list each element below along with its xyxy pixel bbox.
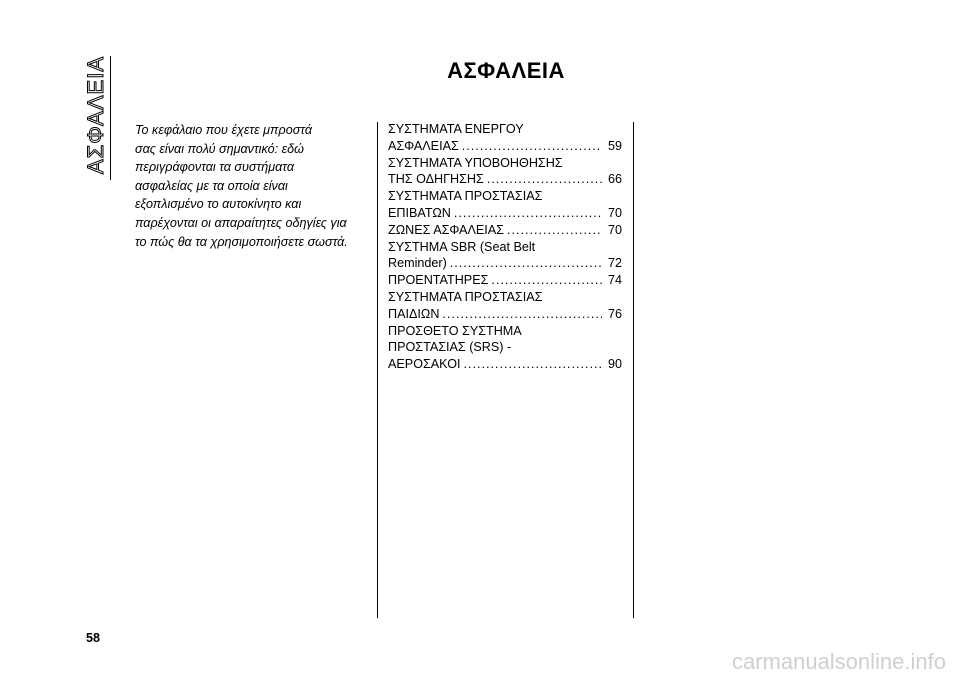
column-divider-left bbox=[377, 122, 378, 618]
toc-entry[interactable] bbox=[388, 289, 622, 323]
toc-page-number: 74 bbox=[607, 273, 622, 288]
page-number: 58 bbox=[86, 631, 101, 645]
toc-page-number: 90 bbox=[607, 357, 622, 372]
toc-page-number: 72 bbox=[607, 256, 622, 271]
column-divider-right bbox=[633, 122, 634, 618]
intro-line: Το κεφάλαιο που έχετε μπροστά bbox=[135, 123, 313, 137]
toc-dot-leader bbox=[464, 356, 602, 373]
toc-entry-final-line bbox=[388, 205, 622, 222]
toc-dot-leader bbox=[487, 171, 602, 188]
toc-entry-title-line: ΣΥΣΤΗΜΑΤΑ ΠΡΟΣΤΑΣΙΑΣ bbox=[388, 189, 543, 204]
page-title: ΑΣΦΑΛΕΙΑ bbox=[447, 58, 565, 83]
side-chapter-title-text: ΑΣΦΑΛΕΙΑ bbox=[83, 55, 108, 175]
intro-line: παρέχονται οι απαραίτητες οδηγίες για bbox=[135, 215, 347, 230]
toc-entry[interactable] bbox=[388, 222, 622, 239]
toc-entry-final-line bbox=[388, 272, 622, 289]
toc-page-number: 76 bbox=[607, 306, 622, 321]
toc-page-number: 59 bbox=[607, 138, 622, 153]
intro-line: περιγράφονται τα συστήματα bbox=[135, 160, 295, 175]
toc-entry[interactable] bbox=[388, 121, 622, 155]
toc-entry-title-line: ΠΡΟΣΘΕΤΟ ΣΥΣΤΗΜΑ bbox=[388, 323, 522, 338]
toc-entry-final-line bbox=[388, 222, 622, 239]
table-of-contents bbox=[388, 121, 622, 373]
toc-entry[interactable] bbox=[388, 272, 622, 289]
intro-paragraph bbox=[135, 121, 367, 251]
intro-line: σας είναι πολύ σημαντικό: εδώ bbox=[135, 141, 304, 156]
toc-entry[interactable] bbox=[388, 188, 622, 222]
toc-dot-leader bbox=[442, 306, 602, 323]
toc-entry-title-line: ΠΡΟΣΤΑΣΙΑΣ (SRS) - bbox=[388, 340, 512, 355]
toc-dot-leader bbox=[450, 255, 602, 272]
toc-entry-final-line bbox=[388, 138, 622, 155]
toc-entry-title-end: ΠΑΙΔΙΩΝ bbox=[388, 306, 440, 321]
toc-entry[interactable] bbox=[388, 323, 622, 373]
toc-dot-leader bbox=[454, 205, 602, 222]
toc-entry[interactable] bbox=[388, 155, 622, 189]
watermark: carmanualsonline.info bbox=[731, 649, 946, 674]
intro-line: ασφαλείας με τα οποία είναι bbox=[135, 178, 288, 193]
toc-entry-title-end: ΑΕΡΟΣΑΚΟΙ bbox=[388, 357, 461, 372]
toc-page-number: 70 bbox=[607, 205, 622, 220]
toc-entry-title-end: Reminder) bbox=[388, 256, 447, 271]
intro-line: το πώς θα τα χρησιμοποιήσετε σωστά. bbox=[135, 234, 348, 249]
side-rule bbox=[110, 56, 111, 180]
toc-entry-title-end: ΖΩΝΕΣ ΑΣΦΑΛΕΙΑΣ bbox=[388, 222, 504, 237]
toc-entry-final-line bbox=[388, 306, 622, 323]
toc-entry-final-line bbox=[388, 255, 622, 272]
toc-page-number: 66 bbox=[607, 172, 622, 187]
toc-entry[interactable] bbox=[388, 239, 622, 273]
toc-entry-final-line bbox=[388, 356, 622, 373]
toc-entry-title-line: ΣΥΣΤΗΜΑ SBR (Seat Belt bbox=[388, 239, 536, 254]
toc-entry-title-line: ΣΥΣΤΗΜΑΤΑ ΠΡΟΣΤΑΣΙΑΣ bbox=[388, 289, 543, 304]
toc-entry-title-end: ΑΣΦΑΛΕΙΑΣ bbox=[388, 138, 459, 153]
toc-entry-title-end: ΠΡΟΕΝΤΑΤΗΡΕΣ bbox=[388, 273, 489, 288]
intro-line: εξοπλισμένο το αυτοκίνητο και bbox=[135, 197, 302, 212]
toc-dot-leader bbox=[491, 272, 602, 289]
toc-entry-title-end: ΤΗΣ ΟΔΗΓΗΣΗΣ bbox=[388, 172, 484, 187]
toc-entry-final-line bbox=[388, 171, 622, 188]
toc-dot-leader bbox=[462, 138, 602, 155]
side-chapter-title bbox=[84, 57, 108, 173]
toc-entry-title-end: ΕΠΙΒΑΤΩΝ bbox=[388, 205, 451, 220]
toc-dot-leader bbox=[507, 222, 602, 239]
toc-entry-title-line: ΣΥΣΤΗΜΑΤΑ ΥΠΟΒΟΗΘΗΣΗΣ bbox=[388, 155, 563, 170]
toc-entry-title-line: ΣΥΣΤΗΜΑΤΑ ΕΝΕΡΓΟΥ bbox=[388, 122, 524, 136]
toc-page-number: 70 bbox=[607, 222, 622, 237]
